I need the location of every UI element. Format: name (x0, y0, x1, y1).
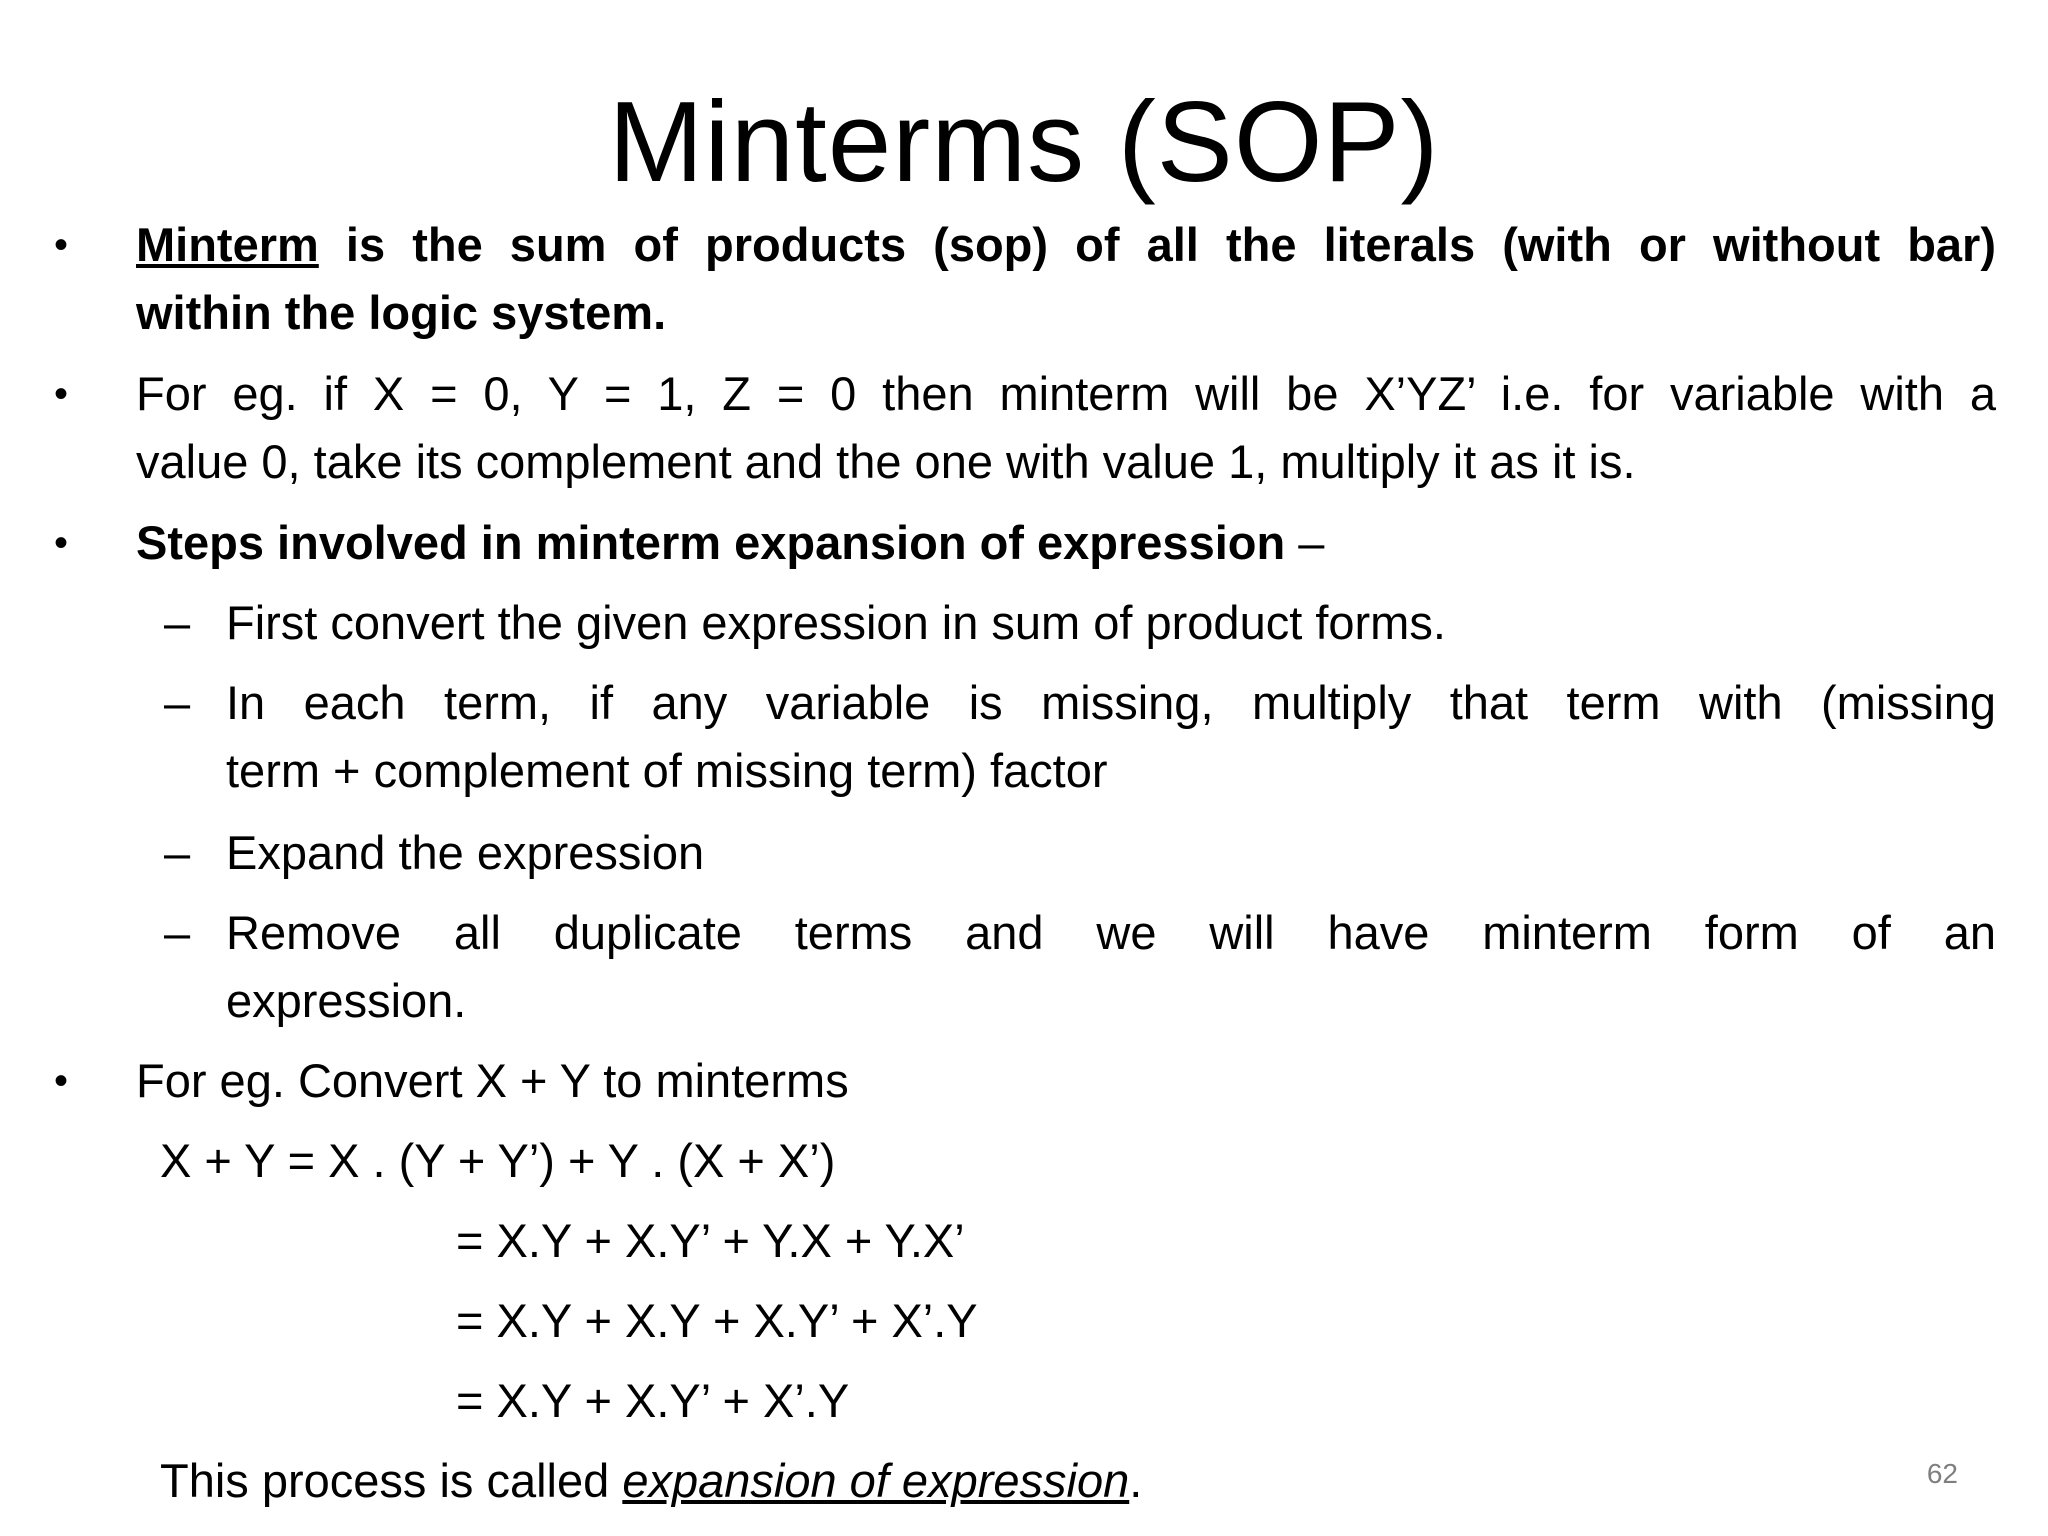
steps-heading-suffix: – (1285, 516, 1325, 569)
step-3: Expand the expression (226, 826, 705, 879)
closing-suffix: . (1129, 1454, 1143, 1507)
bullet-marker: • (54, 372, 69, 416)
bullet1-line1 (136, 216, 1996, 274)
slide-title: Minterms (SOP) (608, 79, 1440, 206)
bullet-marker: • (54, 1059, 69, 1103)
step-2-line2: term + complement of missing term) factor (226, 744, 1108, 797)
bullet2-line1: For eg. if X = 0, Y = 1, Z = 0 then minterm will be X’YZ’ i.e. for variable with a (136, 367, 1996, 420)
bullet2-line2: value 0, take its complement and the one with value 1, multiply it as it is. (136, 435, 1636, 488)
expansion-term: expansion of expression (622, 1454, 1130, 1507)
equation-2: = X.Y + X.Y’ + Y.X + Y.X’ (456, 1214, 965, 1267)
equation-4: = X.Y + X.Y’ + X’.Y (456, 1374, 850, 1427)
step-1: First convert the given expression in sum of product forms. (226, 596, 1446, 649)
dash-marker: – (164, 826, 191, 879)
bullet-marker: • (54, 521, 69, 565)
minterm-term: Minterm (136, 218, 319, 271)
dash-marker: – (164, 596, 191, 649)
equation-3: = X.Y + X.Y + X.Y’ + X’.Y (456, 1294, 978, 1347)
closing-line (160, 1452, 1142, 1510)
page-number: 62 (1926, 1458, 1958, 1489)
step-2-line1: In each term, if any variable is missing, multiply that term with (missing (226, 676, 1996, 729)
bullet1-line2: within the logic system. (136, 286, 667, 339)
step-4-line1: Remove all duplicate terms and we will have minterm form of an (226, 906, 1996, 959)
dash-marker: – (164, 906, 191, 959)
bullet3-heading-line (136, 514, 1324, 572)
bullet4-line1: For eg. Convert X + Y to minterms (136, 1054, 849, 1107)
bullet-marker: • (54, 223, 69, 267)
step-4-line2: expression. (226, 974, 467, 1027)
steps-heading: Steps involved in minterm expansion of expression (136, 516, 1286, 569)
closing-prefix: This process is called (160, 1454, 623, 1507)
dash-marker: – (164, 676, 191, 729)
bullet1-line1-rest: is the sum of products (sop) of all the literals (with or without bar) (318, 218, 1996, 271)
equation-1: X + Y = X . (Y + Y’) + Y . (X + X’) (160, 1134, 836, 1187)
